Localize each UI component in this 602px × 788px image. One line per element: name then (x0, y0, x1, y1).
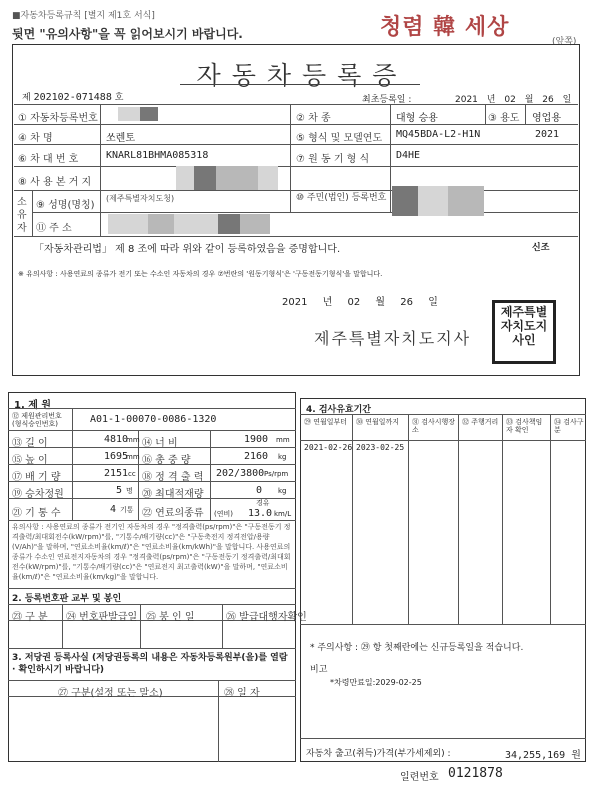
reg-number-label: ① 자동차등록번호 (18, 113, 98, 124)
registration-type: 신조 (532, 243, 550, 253)
specs-section-title: 1. 제 원 (14, 400, 52, 411)
plate-col-agent-confirm: ㉖ 발급대행자확인 (226, 612, 307, 623)
gross-weight-value: 2160 (244, 451, 269, 462)
redacted-address (108, 214, 148, 234)
specs-fine-print: 유의사항 : 사용연료의 종류가 전기인 자동차의 경우 "정격출력(ps/rpm)"은 "구동전동기 정격출력/최대회전수(kW/rpm)"를, "기통수/배기량(cc)"은 "구동축전지 정격전압/용량(V/Ah)"을 말하며, "연료소비율(km/ℓ)"은 "연료소비율(km/kWh)"을 말합니다. 사용연료의 종류가 수소인 연료전지자동차의 경우 "정격출력(ps/rpm)"은 "구동전동기 정격출력/최대회전수(kW/rpm)"를, "기통수/배기량(cc)"은 "연료전지 최고출력(kW)"을 말하며, "연료소비율(km/ℓ)"은 "연료소비율(km/kg)"을 말합니다. (12, 523, 291, 581)
power-unit: Ps/rpm (264, 470, 289, 478)
page-side-label: (앞쪽) (552, 37, 577, 47)
model-value: MQ45BDA-L2-H1N (396, 129, 481, 140)
vin-label: ⑥ 차 대 번 호 (18, 154, 79, 165)
inspection-col-place: ㉛ 검사시행장소 (412, 418, 456, 435)
mortgage-section-title: 3. 저당권 등록사실 (저당권등록의 내용은 자동차등록원부(을)를 열람 · 확인하시기 바랍니다) (12, 653, 288, 675)
displacement-value: 2151 (104, 468, 129, 479)
plate-col-issue-date: ㉔ 번호판발급일 (66, 612, 138, 623)
integrity-logo: 청렴 韓 세상 (380, 14, 510, 40)
width-value: 1900 (244, 434, 269, 445)
owner-id-label: ⑩ 주민(법인) 등록번호 (296, 193, 387, 203)
plate-col-seal-date: ㉕ 봉 인 일 (146, 612, 195, 623)
inspection-col-to: ㉚ 연월일까지 (356, 418, 400, 426)
notice-text: 뒷면 "유의사항"을 꼭 읽어보시기 바랍니다. (12, 27, 243, 41)
gross-weight-unit: kg (278, 453, 287, 461)
inspection-col-from: ㉙ 연월일부터 (304, 418, 348, 426)
redacted-owner-id (392, 186, 418, 216)
use-value: 영업용 (532, 113, 561, 124)
cylinders-value: 4 (110, 504, 117, 515)
remarks-value: *차령만료일:2029-02-25 (330, 678, 422, 687)
certificate-title: 자동차등록증 (196, 61, 408, 90)
fuel-value: 경유 (256, 499, 270, 507)
price-value: 34,255,169 원 (505, 750, 581, 761)
redacted-reg-number (118, 107, 140, 121)
remarks-label: 비고 (310, 665, 328, 675)
car-name-label: ④ 차 명 (18, 133, 53, 144)
height-label: ⑮ 높 이 (12, 455, 48, 466)
inspection-col-mileage: ㉜ 주행거리 (462, 418, 499, 426)
owner-name-label: ⑨ 성명(명칭) (36, 200, 95, 211)
caution-text: ※ 유의사항 : 사용연료의 종류가 전기 또는 수소인 자동차의 경우 ⑦번란의 '원동기형식'은 '구동전동기형식'을 말합니다. (18, 270, 383, 278)
vehicle-type-label: ② 차 종 (296, 113, 331, 124)
height-unit: mm (126, 453, 140, 461)
approval-number-label: ⑫ 제원관리번호 (형식승인번호) (12, 412, 62, 429)
redacted-location (176, 166, 194, 190)
height-value: 1695 (104, 451, 129, 462)
fuel-label: ㉒ 연료의종류 (142, 508, 204, 519)
model-label: ⑤ 형식 및 모델연도 (296, 133, 383, 144)
model-year-value: 2021 (535, 129, 560, 140)
mortgage-col-type: ㉗ 구분(설정 또는 말소) (58, 688, 163, 699)
car-name-value: 쏘렌토 (106, 133, 135, 144)
serial-label: 일련번호 (400, 772, 439, 783)
engine-value: D4HE (396, 150, 421, 161)
length-label: ⑬ 길 이 (12, 438, 48, 449)
width-unit: mm (276, 436, 290, 444)
cylinders-unit: 기통 (120, 506, 134, 514)
displacement-unit: cc (128, 470, 136, 478)
inspection-frame (300, 398, 586, 762)
serial-value: 0121878 (448, 766, 503, 781)
price-label: 자동차 출고(취득)가격(부가세제외) : (306, 749, 451, 759)
owner-side-label: 소유자 (17, 197, 27, 234)
length-unit: mm (126, 436, 140, 444)
inspection-col-inspector: ㉝ 검사책임자 확인 (506, 418, 543, 435)
plate-section-title: 2. 등록번호판 교부 및 봉인 (12, 594, 122, 604)
inspection-note: * 주의사항 : ㉙ 항 첫째란에는 신규등록일을 적습니다. (310, 643, 524, 653)
inspection-row1-from: 2021-02-26 (304, 443, 353, 452)
efficiency-label: (연비) (214, 510, 233, 518)
title-underline (180, 84, 420, 85)
certification-statement: 「자동차관리법」 제 8 조에 따라 위와 같이 등록하였음을 증명합니다. (34, 244, 341, 255)
efficiency-unit: km/L (274, 510, 292, 518)
max-load-unit: kg (278, 487, 287, 495)
seats-value: 5 (116, 485, 123, 496)
width-label: ⑭ 너 비 (142, 438, 178, 449)
power-value: 202/3800 (216, 468, 265, 479)
power-label: ⑱ 정 격 출 력 (142, 472, 204, 483)
owner-address-label: ⑪ 주 소 (36, 223, 72, 234)
official-seal: 제주특별자치도지사인 (492, 300, 556, 364)
engine-label: ⑦ 원 동 기 형 식 (296, 154, 370, 165)
seats-label: ⑲ 승차정원 (12, 489, 64, 500)
vehicle-type-value: 대형 승용 (396, 113, 438, 124)
location-label: ⑧ 사 용 본 거 지 (18, 177, 92, 188)
efficiency-value: 13.0 (248, 508, 273, 519)
first-registration-date: 2021 년 02 월 26 일 (455, 95, 572, 105)
plate-col-category: ㉓ 구 분 (12, 612, 48, 623)
inspection-col-type: ㉞ 검사구분 (554, 418, 584, 435)
max-load-value: 0 (256, 485, 263, 496)
displacement-label: ⑰ 배 기 량 (12, 472, 61, 483)
inspection-row1-to: 2023-02-25 (356, 443, 405, 452)
regulation-text: ■자동차등록규칙 [별지 제1호 서식] (12, 11, 155, 21)
mortgage-col-date: ㉘ 일 자 (224, 688, 260, 699)
doc-number-value: 202102-071488 (33, 92, 112, 103)
vin-value: KNARL81BHMA085318 (106, 150, 209, 161)
approval-number-value: A01-1-00070-0086-1320 (90, 414, 217, 425)
issue-date: 2021 년 02 월 26 일 (282, 297, 438, 308)
gross-weight-label: ⑯ 총 중 량 (142, 455, 191, 466)
first-registration-label: 최초등록일 : (362, 95, 412, 105)
cylinders-label: ㉑ 기 통 수 (12, 508, 61, 519)
doc-number: 제 202102-071488 호 (22, 92, 124, 103)
seats-unit: 명 (126, 487, 133, 495)
length-value: 4810 (104, 434, 129, 445)
owner-name-value: (제주특별자치도청) (106, 194, 175, 203)
inspection-section-title: 4. 검사유효기간 (306, 405, 371, 415)
use-label: ③ 용도 (488, 113, 520, 124)
max-load-label: ⑳ 최대적재량 (142, 489, 204, 500)
issuer-name: 제주특별자치도지사 (314, 329, 472, 348)
